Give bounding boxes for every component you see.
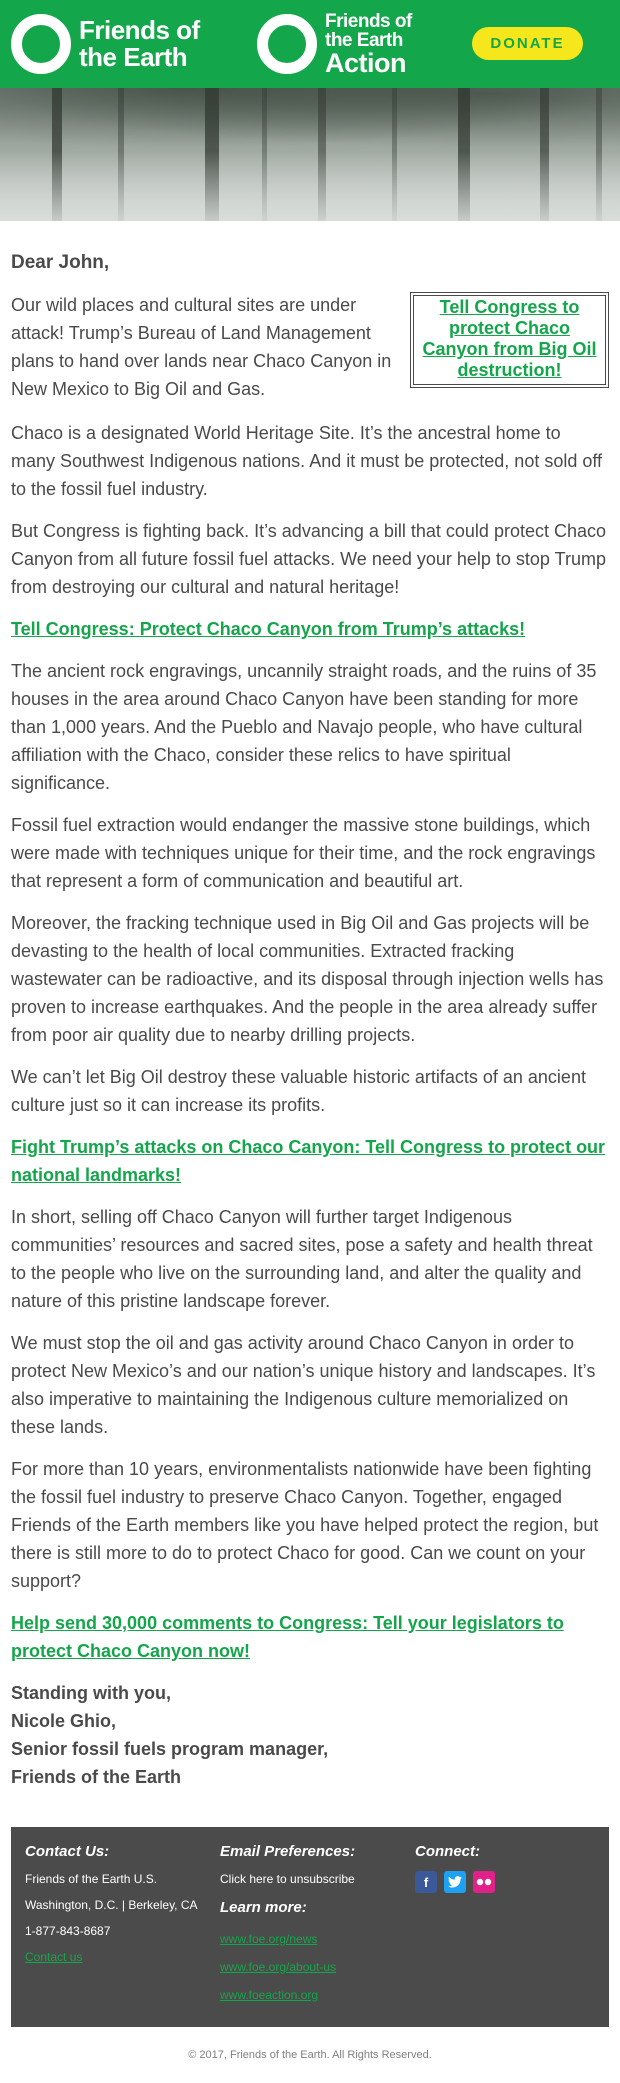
contact-us-link[interactable]: Contact us — [25, 1950, 83, 1964]
logo-line-1: Friends of — [79, 15, 200, 45]
paragraph-10: For more than 10 years, environmentalists nationwide have been fighting the fossil fuel industry to preserve Chaco Canyon. Together, engaged Friends of the Earth members like you have helped protect the region, but there is still more to do to protect Chaco for good. Can we count on your support? — [11, 1459, 599, 1591]
email-body — [0, 221, 620, 1791]
paragraph-9: We must stop the oil and gas activity around Chaco Canyon in order to protect New Mexico’s and our nation’s unique history and landscapes. It’s also imperative to maintaining the Indigenous culture memorialized on these lands. — [11, 1333, 596, 1437]
signoff-line-1: Standing with you, — [11, 1683, 171, 1703]
paragraph-7: We can’t let Big Oil destroy these valuable historic artifacts of an ancient culture just so it can increase its profits. — [11, 1067, 586, 1115]
cta-link-2[interactable]: Fight Trump’s attacks on Chaco Canyon: Tell Congress to protect our national landmarks! — [11, 1137, 606, 1185]
copyright: © 2017, Friends of the Earth. All Rights Reserved. — [188, 2049, 432, 2061]
paragraph-1: Our wild places and cultural sites are under attack! Trump’s Bureau of Land Management plans to hand over lands near Chaco Canyon in New Mexico to Big Oil and Gas. — [11, 295, 392, 399]
hero-forest-image — [0, 88, 620, 221]
facebook-icon[interactable]: f — [415, 1871, 437, 1893]
footer-contact-column — [25, 1841, 205, 1977]
unsubscribe-link[interactable]: Click here to unsubscribe — [220, 1872, 355, 1886]
social-links — [415, 1871, 595, 1893]
contact-heading: Contact Us: — [25, 1843, 110, 1860]
paragraph-5: Fossil fuel extraction would endanger the massive stone buildings, which were made with techniques unique for their time, and the rock engravings that represent a form of communication and beautiful art. — [11, 815, 596, 891]
friends-of-the-earth-action-logo[interactable] — [257, 10, 412, 78]
news-link[interactable]: www.foe.org/news — [220, 1932, 318, 1946]
donate-button[interactable]: DONATE — [472, 27, 583, 60]
paragraph-8: In short, selling off Chaco Canyon will further target Indigenous communities’ resources and sacred sites, pose a safety and health threat to the people who live on the surrounding land, and alter the quality and nature of this pristine landscape forever. — [11, 1207, 593, 1311]
greeting: Dear John, — [11, 252, 110, 273]
paragraph-6: Moreover, the fracking technique used in Big Oil and Gas projects will be devasting to the health of local communities. Extracted fracking wastewater can be radioactive, and its disposal through injection wells has proven to increase earthquakes. And the people in the area already suffer from poor air quality due to nearby drilling projects. — [11, 913, 604, 1045]
footer-connect-column — [415, 1841, 595, 1893]
flickr-icon[interactable] — [473, 1871, 495, 1893]
signer-org: Friends of the Earth — [11, 1767, 182, 1787]
email-preferences-heading: Email Preferences: — [220, 1843, 356, 1860]
signature — [11, 1679, 609, 1791]
logo-line-2: the Earth — [79, 42, 188, 72]
signer-title: Senior fossil fuels program manager, — [11, 1739, 329, 1759]
contact-location: Washington, D.C. | Berkeley, CA — [25, 1898, 198, 1912]
callout-box — [410, 292, 609, 388]
learn-more-heading: Learn more: — [220, 1899, 307, 1916]
signer-name: Nicole Ghio, — [11, 1711, 117, 1731]
contact-phone: 1-877-843-8687 — [25, 1924, 111, 1938]
paragraph-4: The ancient rock engravings, uncannily straight roads, and the ruins of 35 houses in the area around Chaco Canyon have been standing for more than 1,000 years. And the Pueblo and Navajo people, who have cultural affiliation with the Chaco, consider these relics to have spiritual significance. — [11, 661, 597, 793]
logo-ring-icon — [11, 14, 71, 74]
intro-section — [11, 291, 609, 403]
logo-line-3: Action — [325, 47, 406, 78]
callout-link[interactable]: Tell Congress to protect Chaco Canyon from Big Oil destruction! — [422, 297, 597, 380]
paragraph-3: But Congress is fighting back. It’s advancing a bill that could protect Chaco Canyon from all future fossil fuel attacks. We need your help to stop Trump from destroying our cultural and natural heritage! — [11, 521, 607, 597]
paragraph-2: Chaco is a designated World Heritage Site. It’s the ancestral home to many Southwest Indigenous nations. And it must be protected, not sold off to the fossil fuel industry. — [11, 423, 603, 499]
twitter-icon[interactable] — [444, 1871, 466, 1893]
logo-text — [79, 17, 200, 71]
footer — [11, 1827, 609, 2027]
logo-line-1: Friends of — [325, 10, 412, 32]
cta-link-3[interactable]: Help send 30,000 comments to Congress: Tell your legislators to protect Chaco Canyon now! — [11, 1613, 564, 1661]
foe-action-link[interactable]: www.foeaction.org — [220, 1988, 319, 2002]
header-banner — [0, 0, 620, 88]
logo-ring-icon — [257, 14, 317, 74]
contact-org: Friends of the Earth U.S. — [25, 1872, 158, 1886]
logo-line-2: the Earth — [325, 29, 403, 51]
footer-preferences-column — [220, 1841, 400, 2015]
logo-text — [325, 12, 412, 77]
connect-heading: Connect: — [415, 1843, 480, 1860]
about-us-link[interactable]: www.foe.org/about-us — [220, 1960, 337, 1974]
cta-link-1[interactable]: Tell Congress: Protect Chaco Canyon from Trump’s attacks! — [11, 619, 526, 639]
friends-of-the-earth-logo[interactable] — [11, 13, 200, 75]
